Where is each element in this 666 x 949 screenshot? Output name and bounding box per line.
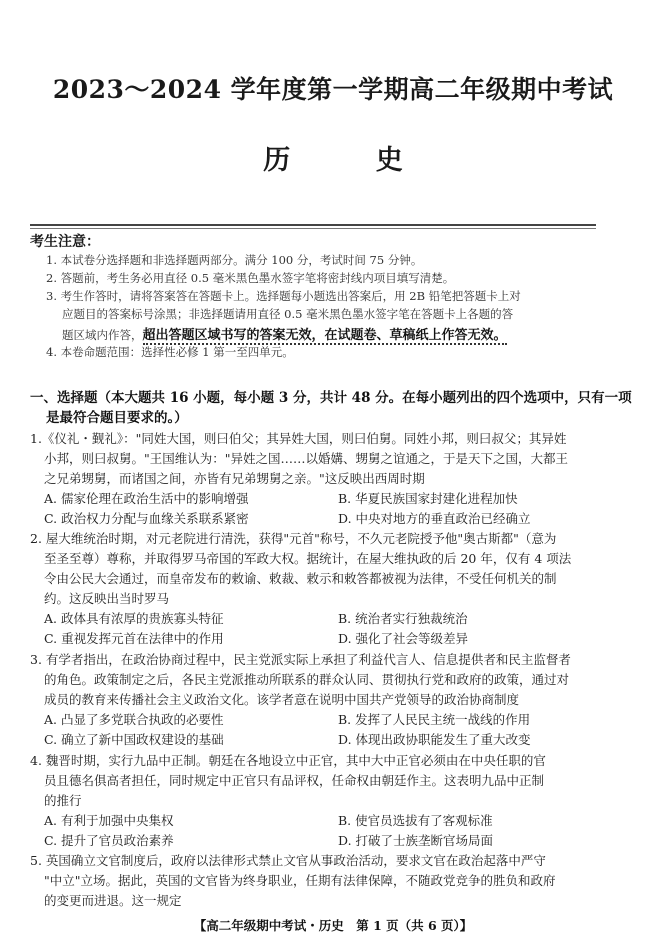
header-divider-thin	[30, 228, 596, 229]
header-divider	[30, 224, 596, 226]
question-2-line-3: 令由公民大会通过，而皇帝发布的敕谕、敕裁、敕示和敕答都被视为法律，不受任何机关的制	[44, 571, 557, 586]
question-1-option-d: D. 中央对地方的垂直政治已经确立	[338, 511, 531, 526]
question-1-option-c: C. 政治权力分配与血缘关系联系紧密	[44, 511, 249, 526]
question-4-line-2: 员且德名俱高者担任，同时规定中正官只有品评权，任命权由朝廷作主。这表明九品中正制	[44, 773, 545, 788]
question-1-line-2: 小邦，则曰叔舅。"王国维认为："异姓之国……以婚媾、甥舅之谊通之，于是天下之国，大都王	[44, 451, 569, 466]
page-footer: 【高二年级期中考试・历史 第 1 页（共 6 页）】	[193, 918, 473, 933]
question-4-line-3: 的推行	[44, 793, 82, 808]
section-heading-cont: 是最符合题目要求的。）	[46, 410, 188, 426]
exam-title: 2023～2024 学年度第一学期高二年级期中考试	[52, 75, 614, 104]
question-3-option-c: C. 确立了新中国政权建设的基础	[44, 732, 224, 747]
question-2-option-a: A. 政体具有浓厚的贵族寡头特征	[44, 611, 224, 626]
question-1-option-a: A. 儒家伦理在政治生活中的影响增强	[44, 491, 249, 506]
notice-heading: 考生注意：	[30, 234, 100, 250]
question-2-option-b: B. 统治者实行独裁统治	[338, 611, 468, 626]
question-5-line-1: 5. 英国确立文官制度后，政府以法律形式禁止文官从事政治活动，要求文官在政治起落中严守	[30, 853, 546, 868]
question-3-line-2: 的角色。政策制定之后，各民主党派推动所联系的群众认同、贯彻执行党和政府的政策，通过对	[44, 672, 570, 687]
question-3-line-1: 3. 有学者指出，在政治协商过程中，民主党派实际上承担了利益代言人、信息提供者和民主监督者	[30, 652, 571, 667]
question-4-option-a: A. 有利于加强中央集权	[44, 813, 174, 828]
question-3-line-3: 成员的教育来传播社会主义政治文化。该学者意在说明中国共产党领导的政治协商制度	[44, 692, 520, 707]
question-5-line-2: "中立"立场。据此，英国的文官皆为终身职业，任期有法律保障，不随政党竞争的胜负和政府	[44, 873, 556, 888]
question-2-line-2: 至圣至尊）尊称，并取得罗马帝国的军政大权。据统计，在屋大维执政的后 20 年，仅有 4 项法	[44, 551, 572, 566]
question-4-line-1: 4. 魏晋时期，实行九品中正制。朝廷在各地设立中正官，其中大中正官必须由在中央任职的官	[30, 753, 546, 768]
question-4-option-c: C. 提升了官员政治素养	[44, 833, 174, 848]
question-2-option-d: D. 强化了社会等级差异	[338, 631, 469, 646]
question-4-option-b: B. 使官员选拔有了客观标准	[338, 813, 493, 828]
notice-item-1: 1. 本试卷分选择题和非选择题两部分。满分 100 分，考试时间 75 分钟。	[46, 253, 423, 267]
question-1-line-1: 1.《仪礼・觐礼》："同姓大国，则曰伯父；其异姓大国，则曰伯舅。同姓小邦，则曰叔父；其异姓	[30, 431, 567, 446]
section-heading: 一、选择题（本大题共 16 小题，每小题 3 分，共计 48 分。在每小题列出的四个选项中，只有一项	[30, 390, 632, 406]
subject-title: 历 史	[263, 145, 441, 176]
notice-item-4: 4. 本卷命题范围：选择性必修 1 第一至四单元。	[46, 345, 294, 359]
notice-answer-area: 题区域内作答，	[62, 328, 143, 342]
question-1-line-3: 之兄弟甥舅，而诸国之间，亦皆有兄弟甥舅之亲。"这反映出西周时期	[44, 471, 425, 486]
notice-item-2: 2. 答题前，考生务必用直径 0.5 毫米黑色墨水签字笔将密封线内项目填写清楚。	[46, 271, 455, 285]
question-3-option-b: B. 发挥了人民民主统一战线的作用	[338, 712, 531, 727]
notice-item-3-cont: 应题目的答案标号涂黑；非选择题请用直径 0.5 毫米黑色墨水签字笔在答题卡上各题的答	[62, 307, 514, 321]
question-2-line-1: 2. 屋大维统治时期，对元老院进行清洗，获得"元首"称号，不久元老院授予他"奥古斯都"（意为	[30, 531, 557, 546]
question-1-option-b: B. 华夏民族国家封建化进程加快	[338, 491, 518, 506]
question-3-option-a: A. 凸显了多党联合执政的必要性	[44, 712, 224, 727]
question-2-line-4: 约。这反映出当时罗马	[44, 591, 170, 606]
notice-item-3: 3. 考生作答时，请将答案答在答题卡上。选择题每小题选出答案后，用 2B 铅笔把答题卡上对	[46, 289, 521, 303]
question-2-option-c: C. 重视发挥元首在法律中的作用	[44, 631, 224, 646]
notice-item-3-tail	[62, 324, 507, 343]
question-4-option-d: D. 打破了士族垄断官场局面	[338, 833, 494, 848]
question-5-line-3: 的变更而进退。这一规定	[44, 893, 182, 908]
question-3-option-d: D. 体现出政协职能发生了重大改变	[338, 732, 531, 747]
notice-invalid-warning: 超出答题区域书写的答案无效，在试题卷、草稿纸上作答无效。	[142, 328, 507, 343]
